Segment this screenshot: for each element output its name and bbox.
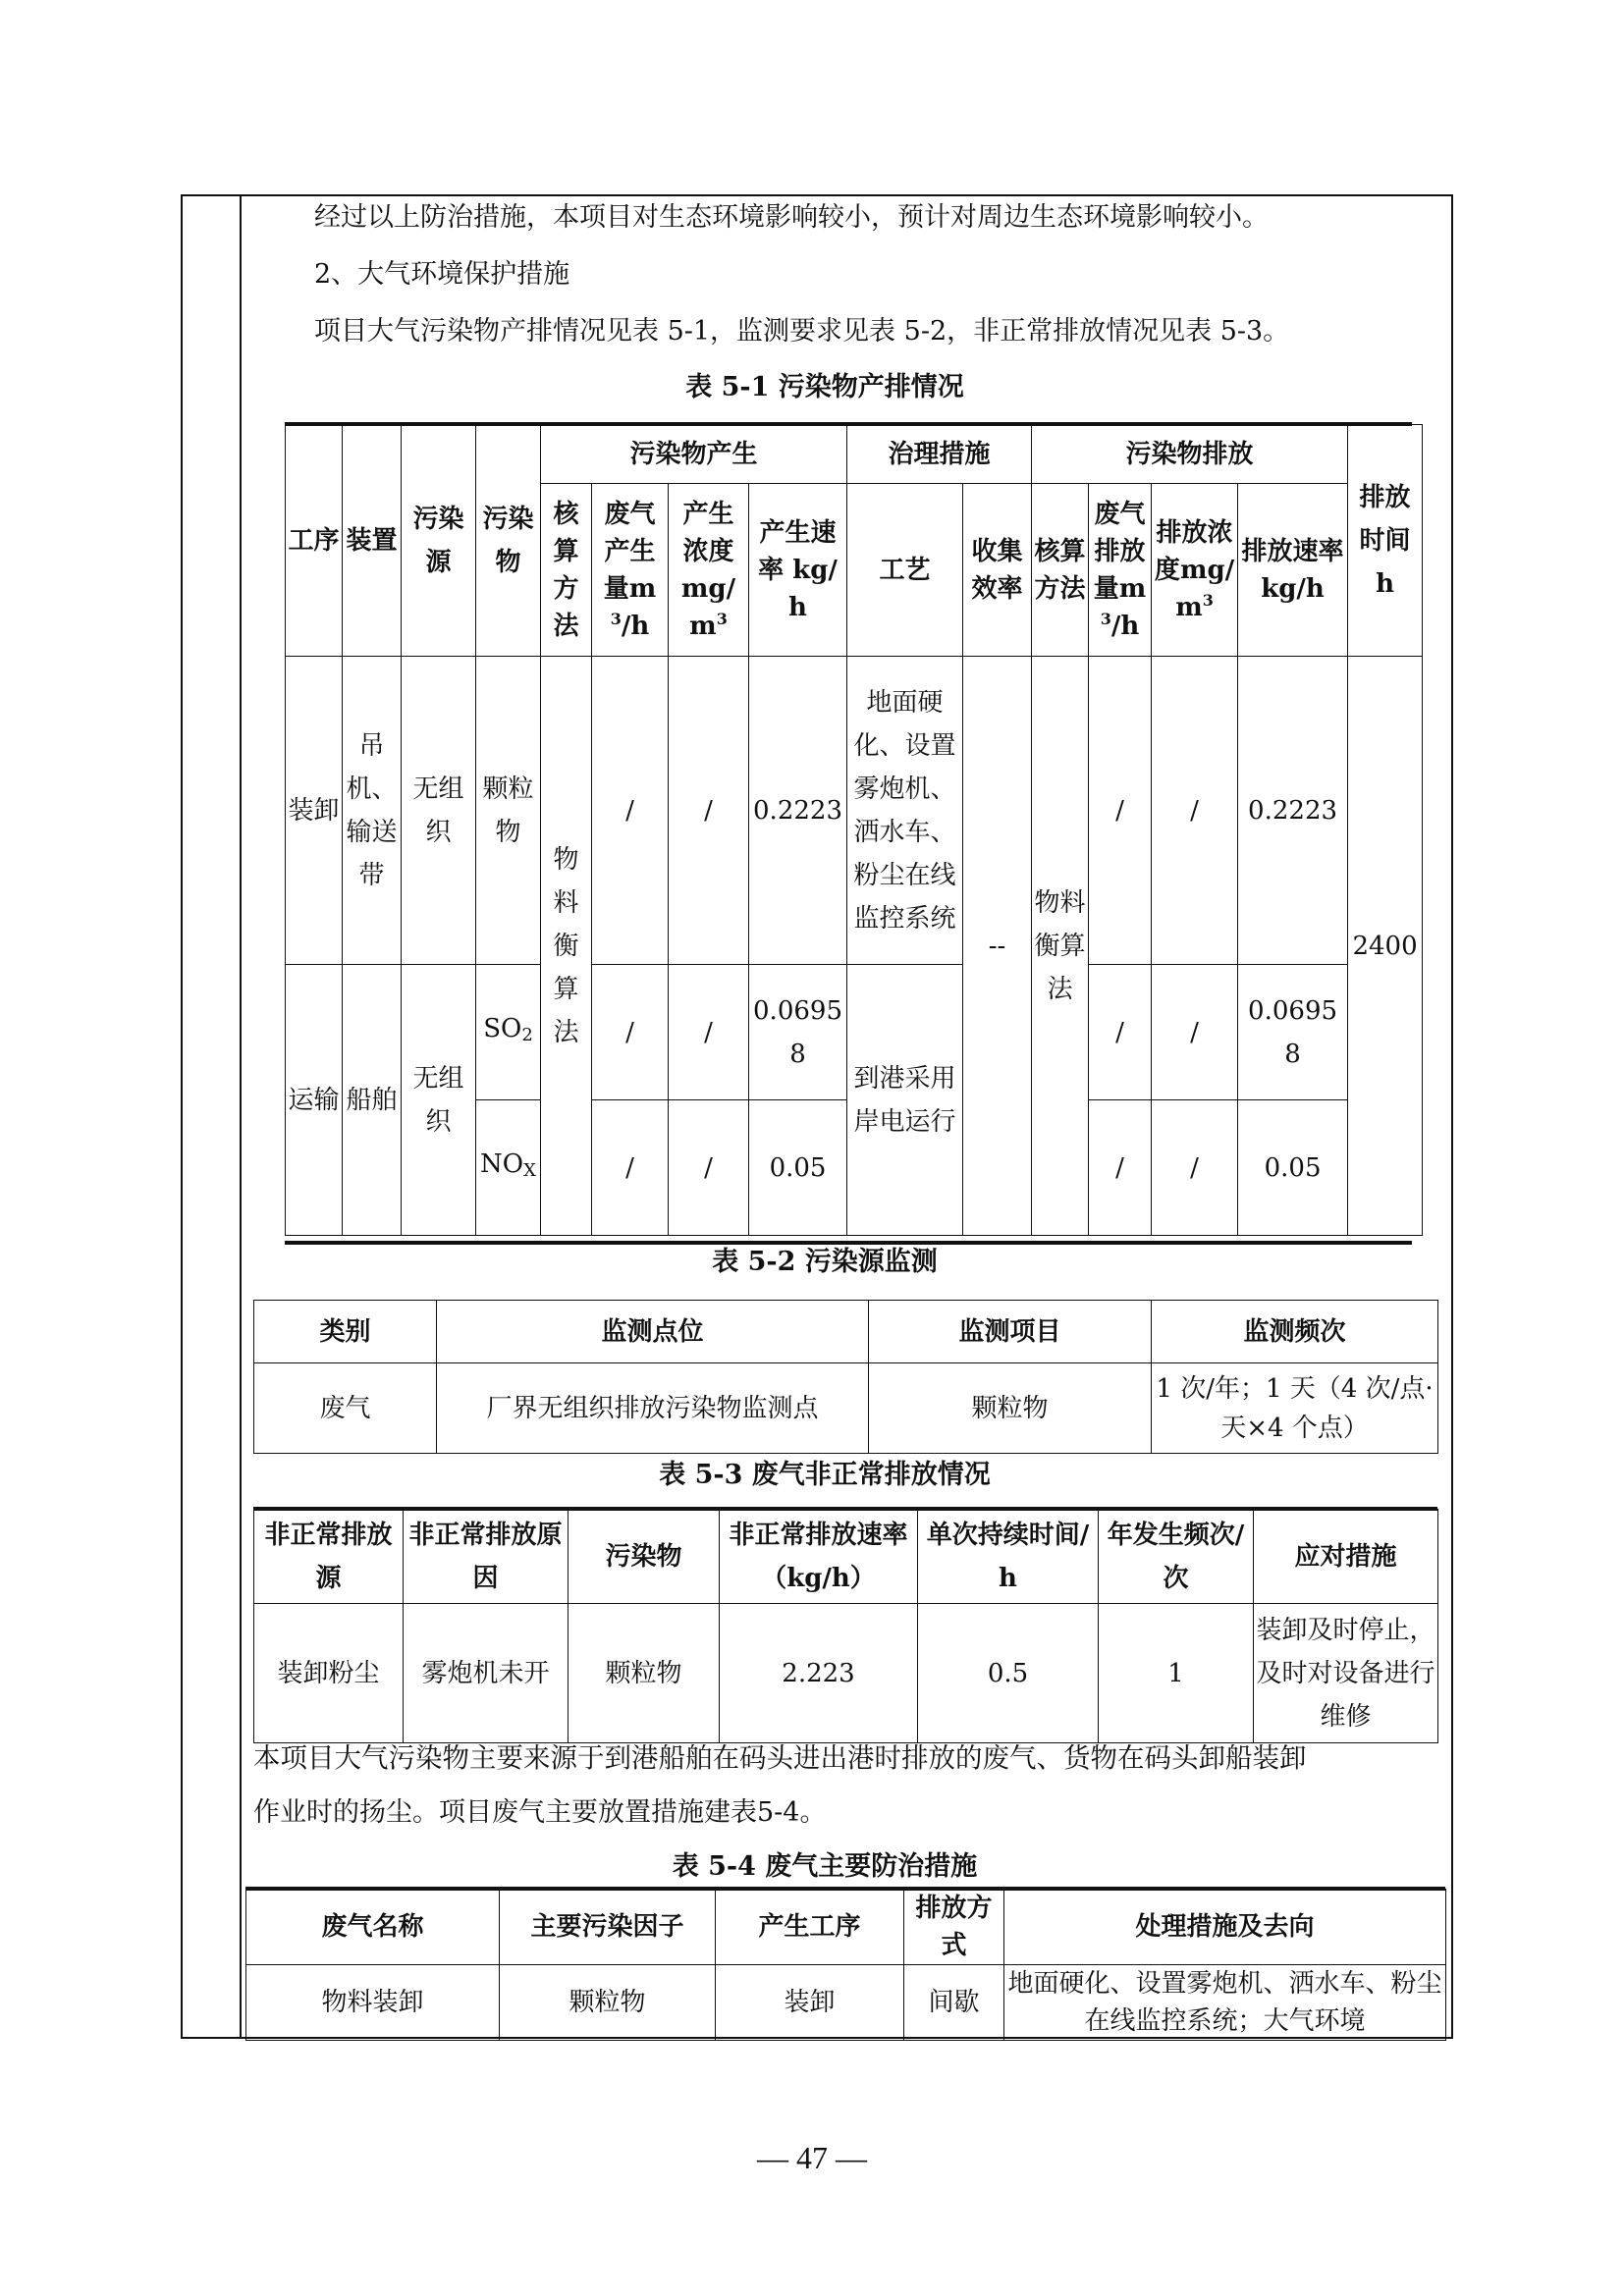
header-duration: 单次持续时间/h: [918, 1510, 1099, 1604]
cell-conc: /: [669, 657, 749, 965]
cell-efficiency: --: [963, 657, 1032, 1236]
paragraph-3: 项目大气污染物产排情况见表 5-1，监测要求见表 5-2，非正常排放情况见表 5-3。: [314, 316, 1290, 347]
table-row: [246, 1965, 1446, 2041]
cell-emit-rate: 0.05: [1238, 1100, 1348, 1236]
cell-rate: 0.05: [749, 1100, 847, 1236]
cell-emit-volume: /: [1089, 1100, 1152, 1236]
header-craft: 工艺: [847, 484, 963, 657]
cell-rate: 0.06958: [749, 965, 847, 1100]
header-calc-method-2: 核算方法: [1032, 484, 1089, 657]
table-5-3-caption: 表 5-3 废气非正常排放情况: [659, 1460, 991, 1490]
table-5-1: [285, 424, 1423, 1236]
paragraph-1: 经过以上防治措施，本项目对生态环境影响较小，预计对周边生态环境影响较小。: [314, 202, 1269, 233]
header-emit-mode: 排放方式: [904, 1890, 1004, 1965]
cell-gas-volume: /: [592, 1100, 669, 1236]
cell-duration: 0.5: [918, 1604, 1099, 1743]
cell-emit-volume: /: [1089, 657, 1152, 965]
cell-calc-method: 物料衡算法: [541, 657, 592, 1236]
table-5-4: [245, 1889, 1446, 2041]
header-emit-volume: 废气排放量$m^3/h$: [1089, 484, 1152, 657]
header-emit-rate: 排放速率 kg/h: [1238, 484, 1348, 657]
cell-emit-conc: /: [1152, 1100, 1238, 1236]
cell-emit-conc: /: [1152, 965, 1238, 1100]
header-gas-volume: 废气产生量$m^3/h$: [592, 484, 669, 657]
header-abnormal-reason: 非正常排放原因: [404, 1510, 568, 1604]
cell-annual-freq: 1: [1099, 1604, 1254, 1743]
cell-process: 装卸: [716, 1965, 904, 2041]
header-measure: 应对措施: [1254, 1510, 1438, 1604]
header-main-factor: 主要污染因子: [500, 1890, 716, 1965]
header-emit-conc: 排放浓度$mg/m^3$: [1152, 484, 1238, 657]
header-source: 污染源: [402, 425, 476, 657]
header-abnormal-source: 非正常排放源: [254, 1510, 404, 1604]
cell-emit-conc: /: [1152, 657, 1238, 965]
cell-emit-rate: 0.06958: [1238, 965, 1348, 1100]
cell-point: 厂界无组织排放污染物监测点: [437, 1363, 869, 1454]
table-row: [286, 965, 1423, 1100]
table-5-4-caption: 表 5-4 废气主要防治措施: [672, 1851, 978, 1882]
cell-device: 船舶: [343, 965, 402, 1236]
paragraph-2: 2、大气环境保护措施: [314, 259, 570, 290]
cell-emit-mode: 间歇: [904, 1965, 1004, 2041]
header-gas-name: 废气名称: [246, 1890, 500, 1965]
cell-process: 装卸: [286, 657, 343, 965]
cell-gas-volume: /: [592, 965, 669, 1100]
cell-item: 颗粒物: [869, 1363, 1152, 1454]
cell-process: 运输: [286, 965, 343, 1236]
header-group-emission: 污染物排放: [1032, 425, 1348, 484]
cell-craft: 地面硬化、设置雾炮机、洒水车、粉尘在线监控系统: [847, 657, 963, 965]
header-process: 工序: [286, 425, 343, 657]
cell-emit-rate: 0.2223: [1238, 657, 1348, 965]
cell-abnormal-reason: 雾炮机未开: [404, 1604, 568, 1743]
header-process: 产生工序: [716, 1890, 904, 1965]
table-row: [254, 1604, 1438, 1743]
cell-emit-time: 2400: [1348, 657, 1423, 1236]
header-calc-method: 核算方法: [541, 484, 592, 657]
cell-gas-volume: /: [592, 657, 669, 965]
cell-pollutant: $SO_2$: [476, 965, 541, 1100]
cell-conc: /: [669, 1100, 749, 1236]
frame-left-column-line: [240, 194, 242, 2039]
header-pollutant: 污染物: [476, 425, 541, 657]
cell-rate: 0.2223: [749, 657, 847, 965]
paragraph-4-line-1: 本项目大气污染物主要来源于到港船舶在码头进出港时排放的废气、货物在码头卸船装卸: [253, 1742, 1307, 1774]
cell-source: 无组织: [402, 657, 476, 965]
header-device: 装置: [343, 425, 402, 657]
header-efficiency: 收集效率: [963, 484, 1032, 657]
header-pollutant: 污染物: [568, 1510, 720, 1604]
cell-pollutant: 颗粒物: [568, 1604, 720, 1743]
cell-conc: /: [669, 965, 749, 1100]
header-conc: 产生浓度$mg/m^3$: [669, 484, 749, 657]
header-category: 类别: [254, 1301, 437, 1363]
cell-freq: 1 次/年；1 天（4 次/点·天×4 个点）: [1152, 1363, 1438, 1454]
page-number: — 47 —: [757, 2140, 867, 2175]
header-emit-time: 排放时间 h: [1348, 425, 1423, 657]
header-abnormal-rate: 非正常排放速率（kg/h）: [720, 1510, 918, 1604]
header-freq: 监测频次: [1152, 1301, 1438, 1363]
cell-category: 废气: [254, 1363, 437, 1454]
header-group-production: 污染物产生: [541, 425, 847, 484]
table-row: [286, 657, 1423, 965]
table-5-2: [253, 1300, 1438, 1454]
cell-main-factor: 颗粒物: [500, 1965, 716, 2041]
header-point: 监测点位: [437, 1301, 869, 1363]
header-measure: 处理措施及去向: [1004, 1890, 1446, 1965]
table-row: [254, 1363, 1438, 1454]
header-group-treatment: 治理措施: [847, 425, 1032, 484]
cell-pollutant: 颗粒物: [476, 657, 541, 965]
table-5-3: [253, 1509, 1438, 1743]
header-item: 监测项目: [869, 1301, 1152, 1363]
header-annual-freq: 年发生频次/次: [1099, 1510, 1254, 1604]
cell-craft: 到港采用岸电运行: [847, 965, 963, 1236]
cell-device: 吊机、输送带: [343, 657, 402, 965]
cell-gas-name: 物料装卸: [246, 1965, 500, 2041]
cell-abnormal-source: 装卸粉尘: [254, 1604, 404, 1743]
cell-abnormal-rate: 2.223: [720, 1604, 918, 1743]
header-rate: 产生速率 kg/h: [749, 484, 847, 657]
table-5-1-caption: 表 5-1 污染物产排情况: [685, 372, 964, 402]
table-5-2-caption: 表 5-2 污染源监测: [712, 1247, 938, 1277]
cell-source: 无组织: [402, 965, 476, 1236]
cell-measure: 装卸及时停止，及时对设备进行维修: [1254, 1604, 1438, 1743]
cell-calc-method-2: 物料衡算法: [1032, 657, 1089, 1236]
cell-measure: 地面硬化、设置雾炮机、洒水车、粉尘在线监控系统；大气环境: [1004, 1965, 1446, 2041]
cell-pollutant: $NO_X$: [476, 1100, 541, 1236]
cell-emit-volume: /: [1089, 965, 1152, 1100]
paragraph-4-line-2: 作业时的扬尘。项目废气主要放置措施建表5-4。: [253, 1797, 827, 1828]
